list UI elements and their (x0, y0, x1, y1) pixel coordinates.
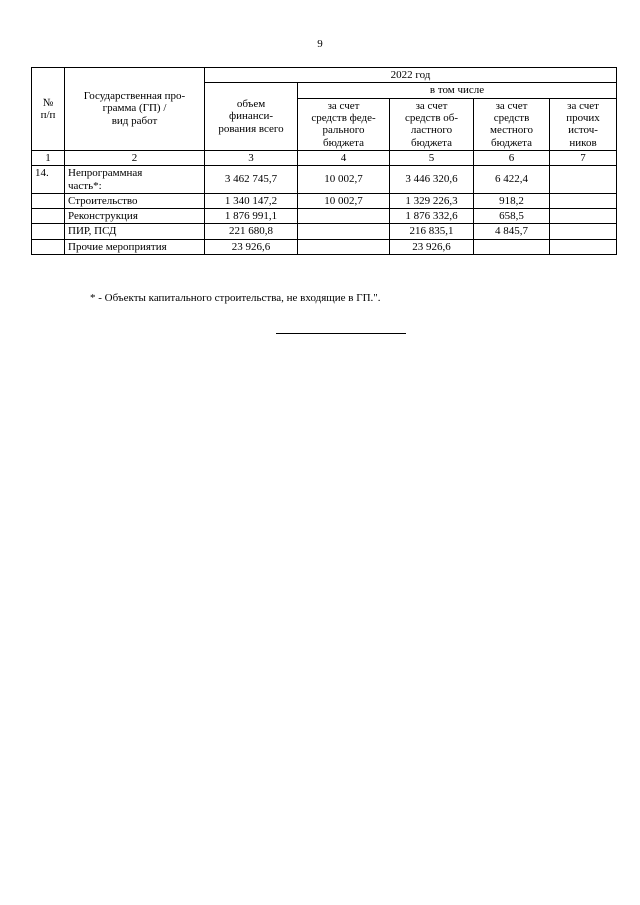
cell-local (474, 239, 550, 254)
row-no (32, 193, 65, 208)
cell-total: 1 340 147,2 (205, 193, 298, 208)
cell-total: 1 876 991,1 (205, 209, 298, 224)
cell-total: 3 462 745,7 (205, 166, 298, 194)
header-col-total: объем финанси- рования всего (205, 83, 298, 151)
cell-regional: 1 876 332,6 (390, 209, 474, 224)
cell-local: 658,5 (474, 209, 550, 224)
column-number: 6 (474, 150, 550, 165)
row-no (32, 224, 65, 239)
cell-federal (298, 239, 390, 254)
cell-federal (298, 224, 390, 239)
header-col-program: Государственная про- грамма (ГП) / вид работ (65, 68, 205, 151)
header-col-federal: за счет средств феде- рального бюджета (298, 98, 390, 150)
table-row (32, 224, 617, 239)
cell-other (550, 166, 617, 194)
cell-regional: 216 835,1 (390, 224, 474, 239)
column-number: 4 (298, 150, 390, 165)
cell-other (550, 193, 617, 208)
row-name: Непрограммная часть*: (65, 166, 205, 194)
row-no: 14. (32, 166, 65, 194)
cell-local: 6 422,4 (474, 166, 550, 194)
cell-other (550, 209, 617, 224)
cell-regional: 3 446 320,6 (390, 166, 474, 194)
cell-local: 918,2 (474, 193, 550, 208)
cell-total: 221 680,8 (205, 224, 298, 239)
cell-other (550, 224, 617, 239)
table-row (32, 209, 617, 224)
financing-table (31, 67, 617, 255)
row-name: Строительство (65, 193, 205, 208)
column-number: 1 (32, 150, 65, 165)
column-number: 7 (550, 150, 617, 165)
header-col-no: № п/п (32, 68, 65, 151)
header-col-regional: за счет средств об- ластного бюджета (390, 98, 474, 150)
end-rule (276, 333, 406, 334)
cell-regional: 1 329 226,3 (390, 193, 474, 208)
cell-local: 4 845,7 (474, 224, 550, 239)
cell-total: 23 926,6 (205, 239, 298, 254)
cell-federal (298, 209, 390, 224)
cell-other (550, 239, 617, 254)
row-name: Реконструкция (65, 209, 205, 224)
row-name: ПИР, ПСД (65, 224, 205, 239)
cell-federal: 10 002,7 (298, 166, 390, 194)
row-no (32, 209, 65, 224)
cell-regional: 23 926,6 (390, 239, 474, 254)
column-number: 5 (390, 150, 474, 165)
footnote: * - Объекты капитального строительства, не входящие в ГП.". (90, 292, 381, 304)
column-number: 2 (65, 150, 205, 165)
page-number: 9 (317, 38, 323, 50)
table-row (32, 166, 617, 194)
column-number-row (32, 150, 617, 165)
column-number: 3 (205, 150, 298, 165)
header-including-group: в том числе (298, 83, 617, 98)
table-row (32, 239, 617, 254)
row-no (32, 239, 65, 254)
header-col-local: за счет средств местного бюджета (474, 98, 550, 150)
table-row (32, 193, 617, 208)
header-col-other: за счет прочих источ- ников (550, 98, 617, 150)
header-year-group: 2022 год (205, 68, 617, 83)
cell-federal: 10 002,7 (298, 193, 390, 208)
row-name: Прочие мероприятия (65, 239, 205, 254)
